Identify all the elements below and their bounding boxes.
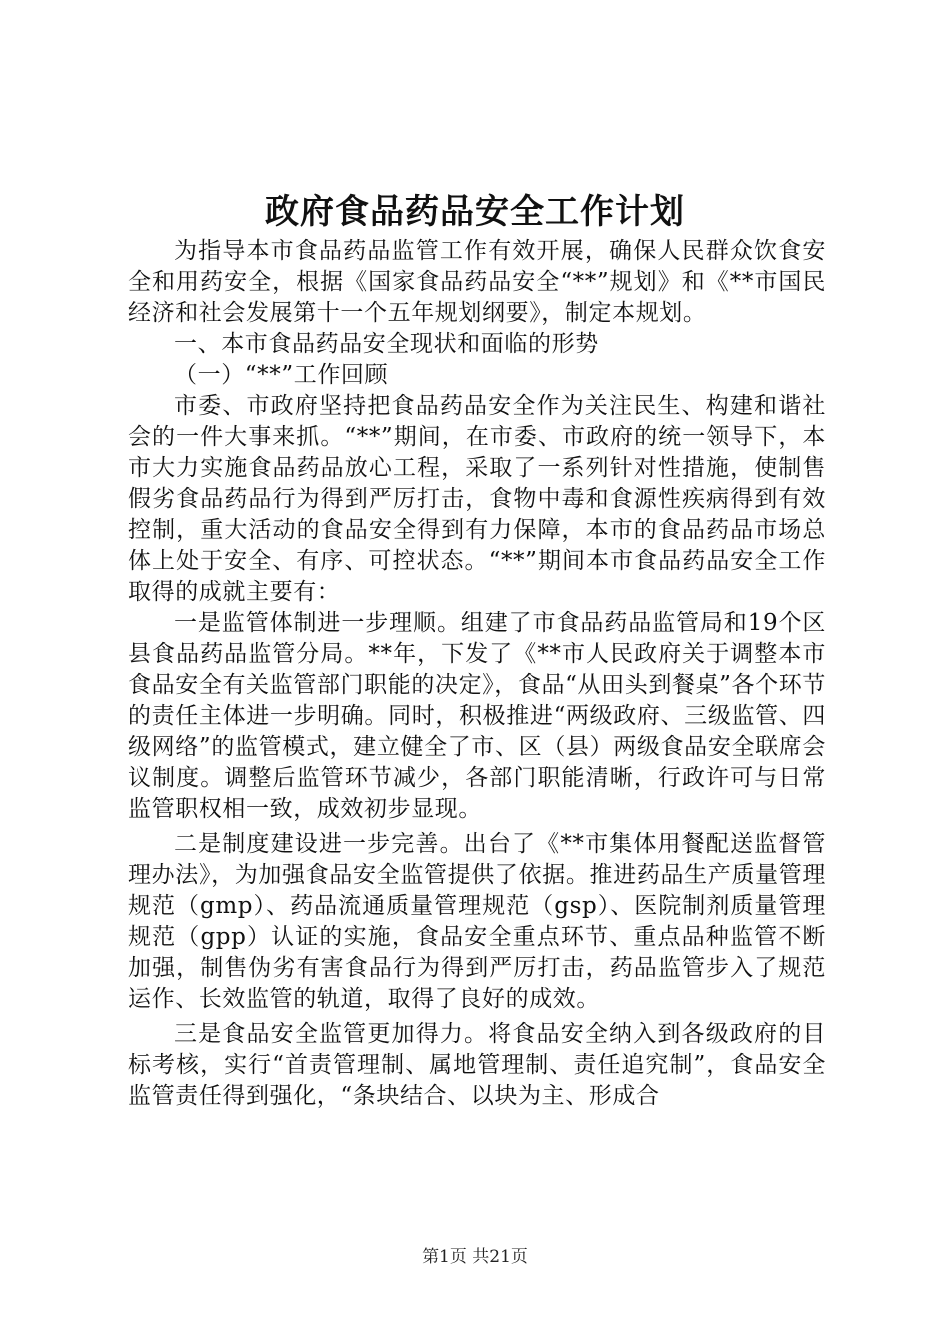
page-total: 共21页 (472, 1247, 528, 1267)
subsection-heading-1: （一）“**”工作回顾 (174, 362, 389, 388)
page-number: 第1页 (422, 1247, 467, 1267)
page-footer (0, 1242, 950, 1267)
section-heading-1: 一、本市食品药品安全现状和面临的形势 (174, 331, 599, 357)
paragraph-review: 市委、市政府坚持把食品药品安全作为关注民生、构建和谐社会的一件大事来抓。“**”期间，在市委、市政府的统一领导下，本市大力实施食品药品放心工程，采取了一系列针对性措施，使制售假劣食品药品行为得到严厉打击，食物中毒和食源性疾病得到有效控制，重大活动的食品安全得到有力保障，本市的食品药品市场总体上处于安全、有序、可控状态。“**”期间本市食品药品安全工作取得的成就主要有： (128, 393, 826, 605)
document-title: 政府食品药品安全工作计划 (265, 192, 685, 232)
paragraph-point-1: 一是监管体制进一步理顺。组建了市食品药品监管局和19个区县食品药品监管分局。**年，下发了《**市人民政府关于调整本市食品安全有关监管部门职能的决定》，食品“从田头到餐桌”各个环节的责任主体进一步明确。同时，积极推进“两级政府、三级监管、四级网络”的监管模式，建立健全了市、区（县）两级食品安全联席会议制度。调整后监管环节减少，各部门职能清晰，行政许可与日常监管职权相一致，成效初步显现。 (128, 610, 826, 822)
paragraph-intro: 为指导本市食品药品监管工作有效开展，确保人民群众饮食安全和用药安全，根据《国家食品药品安全“**”规划》和《**市国民经济和社会发展第十一个五年规划纲要》，制定本规划。 (128, 238, 826, 326)
document-body (128, 236, 826, 1112)
paragraph-point-2: 二是制度建设进一步完善。出台了《**市集体用餐配送监督管理办法》，为加强食品安全监管提供了依据。推进药品生产质量管理规范（gmp）、药品流通质量管理规范（gsp）、医院制剂质量管理规范（gpp）认证的实施，食品安全重点环节、重点品种监管不断加强，制售伪劣有害食品行为得到严厉打击，药品监管步入了规范运作、长效监管的轨道，取得了良好的成效。 (128, 831, 826, 1012)
paragraph-point-3: 三是食品安全监管更加得力。将食品安全纳入到各级政府的目标考核，实行“首责管理制、属地管理制、责任追究制”，食品安全监管责任得到强化，“条块结合、以块为主、形成合 (128, 1021, 826, 1109)
